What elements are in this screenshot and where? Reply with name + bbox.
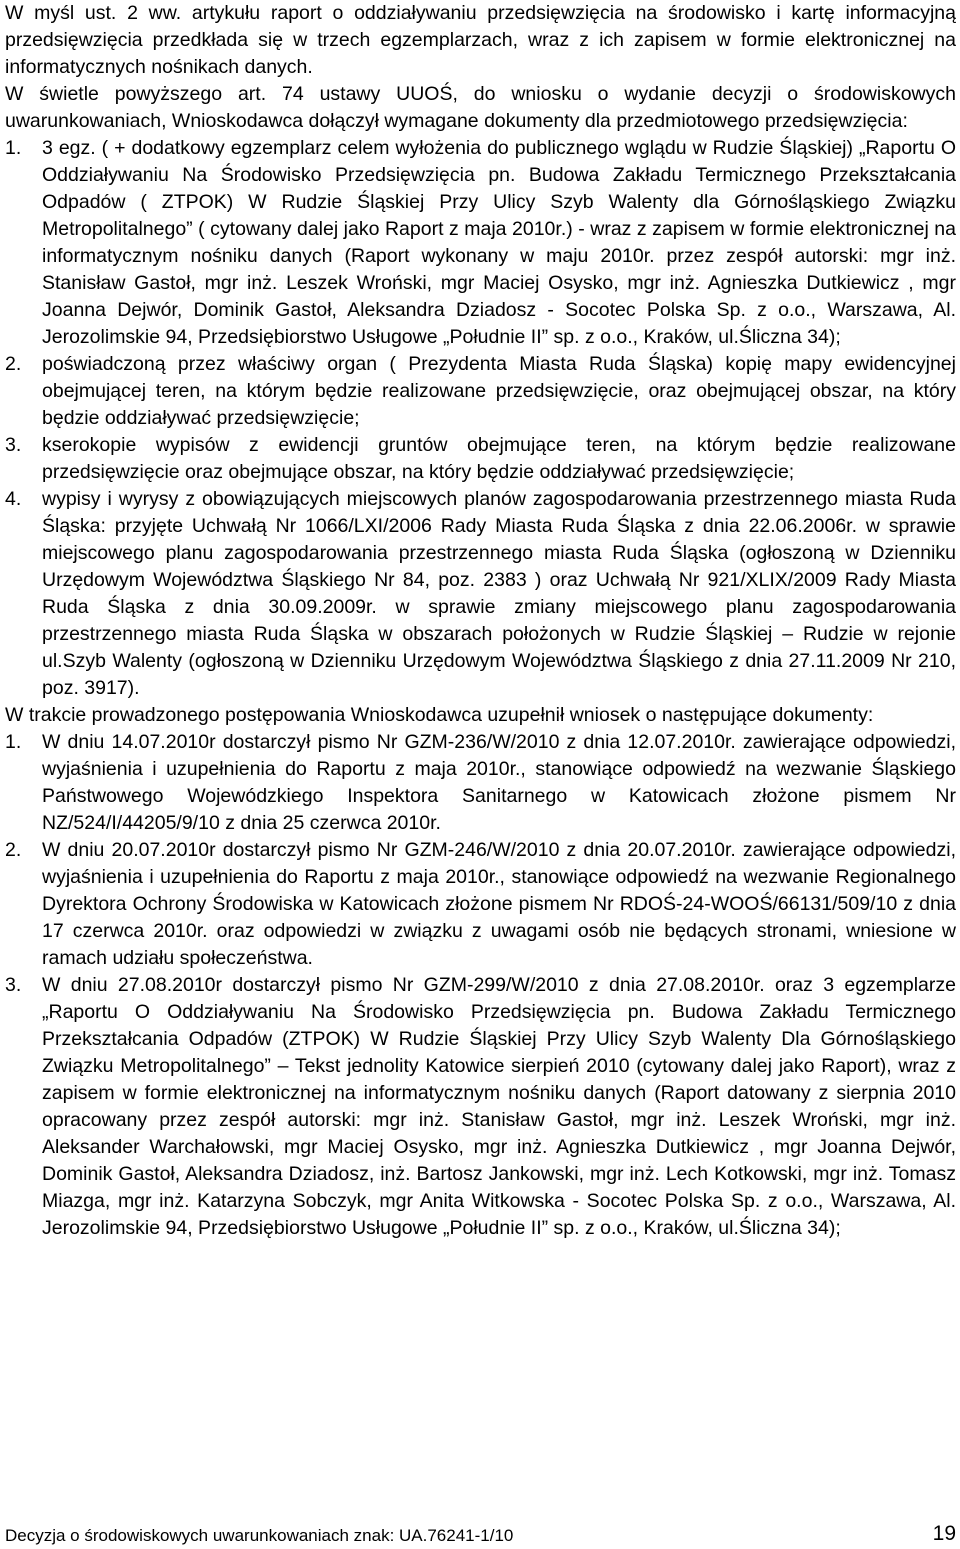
list-item (5, 432, 956, 486)
document-page (5, 0, 956, 1242)
list-item-number: 1. (5, 137, 22, 159)
footer-reference: Decyzja o środowiskowych uwarunkowaniach znak: UA.76241-1/10 (5, 1526, 514, 1545)
list-item-number: 4. (5, 488, 22, 510)
list-item-text: wypisy i wyrysy z obowiązujących miejscowych planów zagospodarowania przestrzennego miasta Ruda Śląska: przyjęte Uchwałą Nr 1066/LXI/2006 Rady Miasta Ruda Śląska z dnia 22.06.2006r. w sprawie miejscowego planu zagospodarowania przestrzennego miasta Ruda Śląska (ogłoszoną w Dzienniku Urzędowym Województwa Śląskiego Nr 84, poz. 2383 ) oraz Uchwałą Nr 921/XLIX/2009 Rady Miasta Ruda Śląska z dnia 30.09.2009r. w sprawie zmiany miejscowego planu zagospodarowania przestrzennego miasta Ruda Śląska w obszarach położonych w Rudzie Śląskiej – Rudzie w rejonie ul.Szyb Walenty (ogłoszoną w Dzienniku Urzędowym Województwa Śląskiego z dnia 27.11.2009 Nr 210, poz. 3917). (42, 488, 956, 699)
supplementary-documents-list (5, 729, 956, 1242)
list-item (5, 729, 956, 837)
list-item-number: 3. (5, 434, 22, 456)
list-item (5, 135, 956, 351)
list-item-number: 2. (5, 839, 22, 861)
required-documents-list (5, 135, 956, 702)
intro-paragraph: W myśl ust. 2 ww. artykułu raport o oddziaływaniu przedsięwzięcia na środowisko i kartę informacyjną przedsięwzięcia przedkłada się w trzech egzemplarzach, wraz z ich zapisem w formie elektronicznej na informatycznych nośnikach danych. (5, 2, 956, 78)
list-item-text: 3 egz. ( + dodatkowy egzemplarz celem wyłożenia do publicznego wglądu w Rudzie Śląskiej) „Raportu O Oddziaływaniu Na Środowisko Przedsięwzięcia pn. Budowa Zakładu Termicznego Przekształcania Odpadów ( ZTPOK) W Rudzie Śląskiej Przy Ulicy Szyb Walenty dla Górnośląskiego Związku Metropolitalnego” ( cytowany dalej jako Raport z maja 2010r.) - wraz z zapisem w formie elektronicznej na informatycznym nośniku danych (Raport wykonany w maju 2010r. przez zespół autorski: mgr inż. Stanisław Gastoł, mgr inż. Leszek Wroński, mgr Maciej Osysko, mgr inż. Agnieszka Dutkiewicz , mgr Joanna Dejwór, Dominik Gastoł, Aleksandra Dziadosz - Socotec Polska Sp. z o.o., Warszawa, Al. Jerozolimskie 94, Przedsiębiorstwo Usługowe „Południe II” sp. z o.o., Kraków, ul.Śliczna 34); (42, 137, 956, 348)
list-item-number: 3. (5, 974, 22, 996)
list-item-text: W dniu 27.08.2010r dostarczył pismo Nr GZM-299/W/2010 z dnia 27.08.2010r. oraz 3 egzemplarze „Raportu O Oddziaływaniu Na Środowisko Przedsięwzięcia pn. Budowa Zakładu Termicznego Przekształcania Odpadów (ZTPOK) W Rudzie Śląskiej Przy Ulicy Szyb Walenty Dla Górnośląskiego Związku Metropolitalnego” – Tekst jednolity Katowice sierpień 2010 (cytowany dalej jako Raport), wraz z zapisem w formie elektronicznej na informatycznym nośniku danych (Raport datowany z sierpnia 2010 opracowany przez zespół autorski: mgr inż. Stanisław Gastoł, mgr inż. Leszek Wroński, mgr inż. Aleksander Warchałowski, mgr Maciej Osysko, mgr inż. Agnieszka Dutkiewicz , mgr Joanna Dejwór, Dominik Gastoł, Aleksandra Dziadosz, inż. Bartosz Jankowski, mgr inż. Lech Kotkowski, mgr inż. Tomasz Miazga, mgr inż. Katarzyna Sobczyk, mgr Anita Witkowska - Socotec Polska Sp. z o.o., Warszawa, Al. Jerozolimskie 94, Przedsiębiorstwo Usługowe „Południe II” sp. z o.o., Kraków, ul.Śliczna 34); (42, 974, 956, 1239)
context-paragraph: W świetle powyższego art. 74 ustawy UUOŚ, do wniosku o wydanie decyzji o środowiskowych uwarunkowaniach, Wnioskodawca dołączył wymagane dokumenty dla przedmiotowego przedsięwzięcia: (5, 83, 956, 132)
list-item-text: W dniu 14.07.2010r dostarczył pismo Nr GZM-236/W/2010 z dnia 12.07.2010r. zawierające odpowiedzi, wyjaśnienia i uzupełnienia do Raportu z maja 2010r., stanowiące odpowiedź na wezwanie Śląskiego Państwowego Wojewódzkiego Inspektora Sanitarnego w Katowicach złożone pismem Nr NZ/524/I/44205/9/10 z dnia 25 czerwca 2010r. (42, 731, 956, 834)
list-item-text: kserokopie wypisów z ewidencji gruntów obejmujące teren, na którym będzie realizowane przedsięwzięcie oraz obejmujące obszar, na który będzie oddziaływać przedsięwzięcie; (42, 434, 956, 483)
list-item (5, 972, 956, 1242)
list-item (5, 837, 956, 972)
list-item-number: 1. (5, 731, 22, 753)
page-number: 19 (932, 1522, 956, 1545)
list-item-number: 2. (5, 353, 22, 375)
list-item-text: poświadczoną przez właściwy organ ( Prezydenta Miasta Ruda Śląska) kopię mapy ewidencyjnej obejmującej teren, na którym będzie realizowane przedsięwzięcie, oraz obejmującej obszar, na który będzie oddziaływać przedsięwzięcie; (42, 353, 956, 429)
list-item-text: W dniu 20.07.2010r dostarczył pismo Nr GZM-246/W/2010 z dnia 20.07.2010r. zawierające odpowiedzi, wyjaśnienia i uzupełnienia do Raportu z maja 2010r., stanowiące odpowiedź na wezwanie Regionalnego Dyrektora Ochrony Środowiska w Katowicach złożone pismem Nr RDOŚ-24-WOOŚ/66131/509/10 z dnia 17 czerwca 2010r. oraz odpowiedzi w związku z uwagami osób nie będących stronami, wniesione w ramach udziału społeczeństwa. (42, 839, 956, 969)
supplement-paragraph: W trakcie prowadzonego postępowania Wnioskodawca uzupełnił wniosek o następujące dokumenty: (5, 704, 874, 726)
page-footer (5, 1521, 956, 1547)
list-item (5, 351, 956, 432)
list-item (5, 486, 956, 702)
